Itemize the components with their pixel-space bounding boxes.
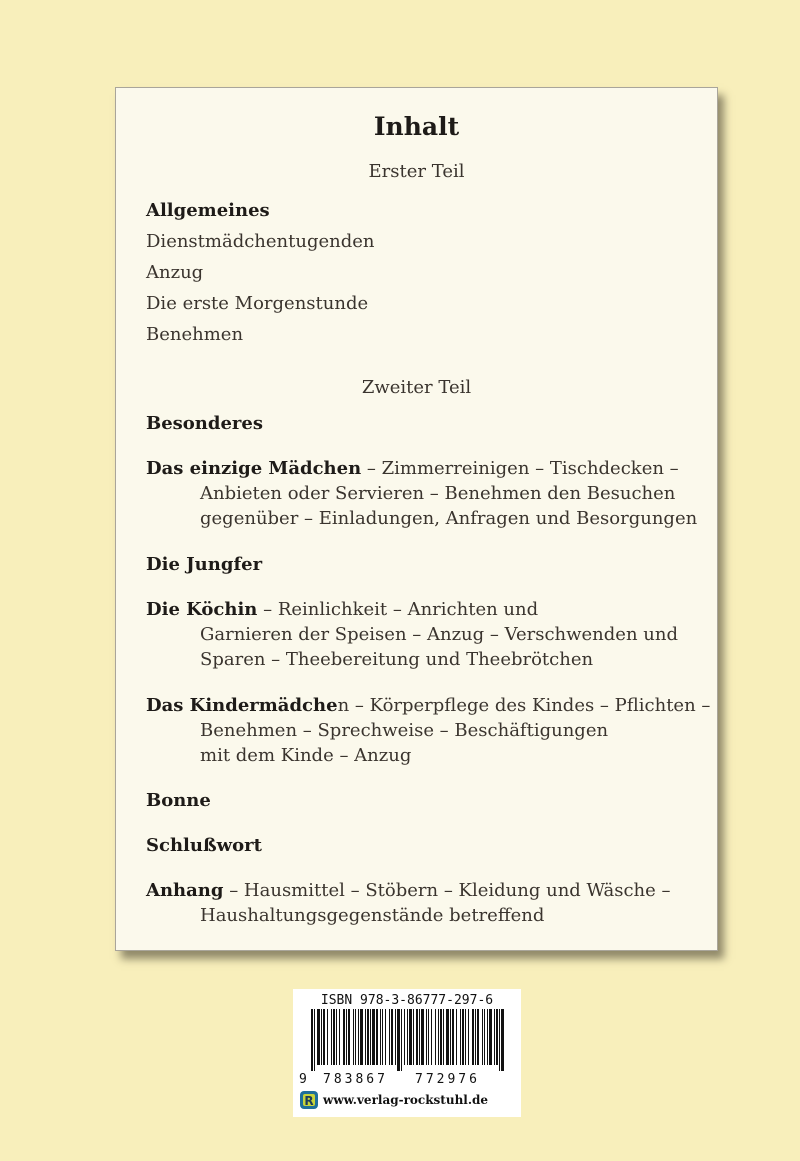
barcode-bar — [360, 1009, 363, 1065]
barcode-bar — [339, 1009, 340, 1065]
isbn-label: ISBN 978-3-86777-297-6 — [320, 993, 494, 1008]
barcode-bar — [343, 1009, 345, 1065]
barcode-bar — [353, 1009, 354, 1065]
barcode-bar — [446, 1009, 449, 1065]
barcode-bar — [389, 1009, 390, 1065]
barcode-bar — [426, 1009, 427, 1065]
barcode-bar — [477, 1009, 479, 1065]
barcode-bar — [419, 1009, 420, 1065]
part-one-heading: Erster Teil — [368, 161, 465, 182]
barcode-bar — [331, 1009, 332, 1065]
barcode-bar — [348, 1009, 350, 1065]
toc-entry-kindermaedchen — [146, 693, 711, 768]
entry-text: Haushaltungsgegenstände betreffend — [200, 905, 545, 926]
barcode-bar — [431, 1009, 432, 1065]
barcode-bar — [450, 1009, 451, 1065]
entry-text: – Körperpflege des Kindes – Pflichten – — [349, 695, 711, 716]
entry-text: – Zimmerreinigen – Tischdecken – — [361, 458, 679, 479]
barcode-bar — [421, 1009, 424, 1065]
barcode-bar — [333, 1009, 335, 1065]
entry-text: Garnieren der Speisen – Anzug – Verschwenden und — [200, 624, 678, 645]
barcode-bar — [443, 1009, 444, 1065]
barcode-bar — [428, 1009, 429, 1065]
barcode-bar — [365, 1009, 366, 1065]
barcode-bar — [501, 1009, 504, 1071]
entry-heading: Das einzige Mädchen — [146, 458, 362, 479]
entry-heading: Schlußwort — [146, 835, 262, 856]
barcode-digits-left: 783867 — [323, 1072, 388, 1087]
toc-item: Die erste Morgenstunde — [146, 293, 369, 314]
barcode-bar — [489, 1009, 492, 1065]
isbn-barcode-box — [293, 989, 521, 1117]
barcode-bar — [438, 1009, 439, 1065]
entry-heading: Die Jungfer — [146, 554, 263, 575]
entry-text: Benehmen – Sprechweise – Beschäftigungen — [200, 720, 609, 741]
barcode-bar — [395, 1009, 396, 1065]
page-title: Inhalt — [373, 112, 460, 141]
toc-entry-anhang — [146, 878, 706, 928]
barcode-bar — [401, 1009, 402, 1071]
barcode-bar — [314, 1009, 315, 1071]
toc-entry-koechin — [146, 597, 706, 672]
barcode-bar — [346, 1009, 347, 1065]
barcode-bar — [385, 1009, 386, 1065]
entry-text: mit dem Kinde – Anzug — [200, 745, 412, 766]
barcode-bar — [487, 1009, 488, 1065]
barcode-bar — [435, 1009, 436, 1065]
barcode-bar — [462, 1009, 464, 1065]
barcode-bar — [380, 1009, 381, 1065]
part-two-heading: Zweiter Teil — [361, 377, 472, 398]
barcode-bar — [494, 1009, 495, 1065]
toc-entry-schlusswort — [146, 833, 706, 858]
barcode-bar — [484, 1009, 485, 1065]
barcode-bar — [468, 1009, 469, 1065]
barcode-bar — [460, 1009, 461, 1065]
toc-entry-jungfer — [146, 552, 706, 577]
entry-text: – Hausmittel – Stöbern – Kleidung und Wäsche – — [223, 880, 671, 901]
entry-heading: Das Kindermädche — [146, 695, 338, 716]
barcode-bar — [336, 1009, 337, 1065]
barcode-bar — [482, 1009, 483, 1065]
toc-entry-bonne — [146, 788, 706, 813]
barcode-bar — [327, 1009, 328, 1065]
barcode-bar — [391, 1009, 393, 1065]
entry-heading-tail: n — [337, 695, 350, 716]
barcode-bar — [465, 1009, 466, 1065]
barcode-bar — [404, 1009, 405, 1065]
barcode-bar — [475, 1009, 476, 1065]
barcode-bar — [452, 1009, 454, 1065]
barcode-bar — [370, 1009, 371, 1065]
barcode-bar — [456, 1009, 457, 1065]
barcode-bar — [472, 1009, 474, 1065]
barcode-bar — [397, 1009, 400, 1071]
barcode-bar — [317, 1009, 320, 1065]
barcode-bar — [413, 1009, 414, 1065]
barcode-bar — [376, 1009, 378, 1065]
barcode-bar — [311, 1009, 313, 1071]
barcode-bar — [321, 1009, 322, 1065]
barcode-bar — [372, 1009, 375, 1065]
barcode-digit-lead: 9 — [299, 1072, 307, 1087]
barcode-bar — [499, 1009, 500, 1071]
barcode-bar — [382, 1009, 383, 1065]
section-allgemeines: Allgemeines — [146, 200, 270, 221]
entry-heading: Anhang — [146, 880, 224, 901]
barcode-bar — [407, 1009, 408, 1065]
barcode-bar — [323, 1009, 325, 1065]
barcode-bar — [358, 1009, 359, 1065]
barcode-bar — [355, 1009, 356, 1065]
toc-item: Dienstmädchentugenden — [146, 231, 375, 252]
entry-text: – Reinlichkeit – Anrichten und — [257, 599, 539, 620]
entry-heading: Die Köchin — [146, 599, 258, 620]
publisher-logo-icon — [299, 1090, 319, 1110]
publisher-url: www.verlag-rockstuhl.de — [323, 1093, 489, 1107]
section-besonderes: Besonderes — [146, 413, 263, 434]
barcode-bars — [311, 1009, 504, 1071]
toc-entry-einzige-maedchen — [146, 456, 706, 531]
barcode-bar — [409, 1009, 412, 1065]
barcode-bar — [440, 1009, 442, 1065]
entry-heading: Bonne — [146, 790, 211, 811]
barcode-bar — [367, 1009, 369, 1065]
entry-text: Anbieten oder Servieren – Benehmen den Besuchen — [200, 483, 676, 504]
barcode-bar — [416, 1009, 418, 1065]
entry-text: Sparen – Theebereitung und Theebrötchen — [200, 649, 594, 670]
toc-item: Anzug — [146, 262, 204, 283]
entry-text: gegenüber – Einladungen, Anfragen und Besorgungen — [200, 508, 698, 529]
barcode-digits-right: 772976 — [415, 1072, 480, 1087]
barcode-bar — [496, 1009, 498, 1065]
table-of-contents-panel — [115, 87, 718, 951]
svg-text:R: R — [304, 1094, 314, 1108]
toc-item: Benehmen — [146, 324, 244, 345]
barcode-graphic — [293, 1009, 521, 1087]
publisher-row — [299, 1089, 488, 1111]
